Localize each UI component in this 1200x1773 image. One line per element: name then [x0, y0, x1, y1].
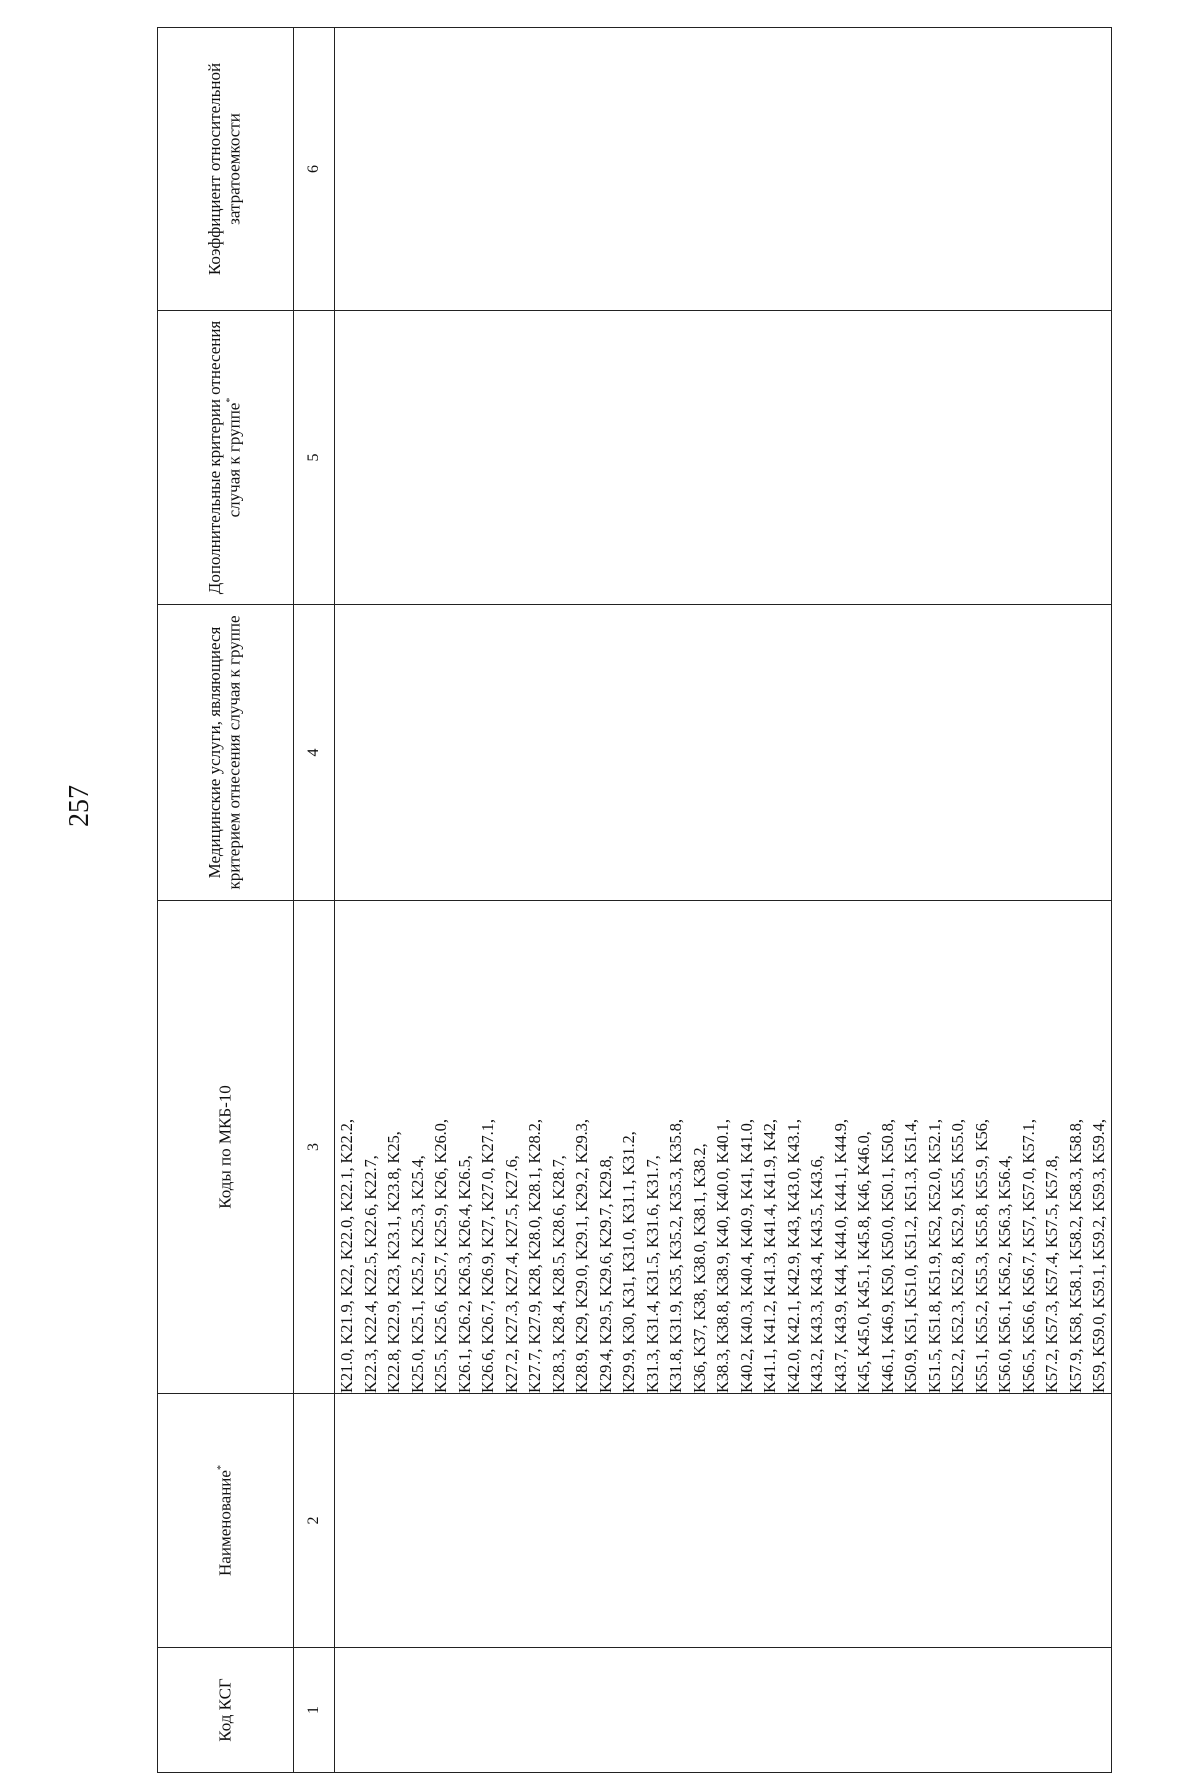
icd-code-line: K25.0, K25.1, K25.2, K25.3, K25.4,	[407, 1155, 427, 1393]
icd-code-line: K56.5, K56.6, K56.7, K57, K57.0, K57.1,	[1018, 1119, 1038, 1393]
icd-code-line: K29.9, K30, K31, K31.0, K31.1, K31.2,	[619, 1131, 638, 1393]
icd-code-line: K57.9, K58, K58.1, K58.2, K58.3, K58.8,	[1065, 1119, 1085, 1393]
icd-code-line: K46.1, K46.9, K50, K50.0, K50.1, K50.8,	[877, 1119, 897, 1393]
icd-code-line: K56.0, K56.1, K56.2, K56.3, K56.4,	[995, 1155, 1014, 1393]
icd-code-line: K21.0, K21.9, K22, K22.0, K22.1, K22.2,	[337, 1119, 356, 1393]
icd-code-line: K28.9, K29, K29.0, K29.1, K29.2, K29.3,	[572, 1119, 591, 1393]
icd-code-line: K55.1, K55.2, K55.3, K55.8, K55.9, K56,	[971, 1119, 991, 1393]
icd-code-line: K43.2, K43.3, K43.4, K43.5, K43.6,	[807, 1155, 826, 1393]
icd-code-line: K29.4, K29.5, K29.6, K29.7, K29.8,	[595, 1155, 615, 1393]
icd-code-line: K51.5, K51.8, K51.9, K52, K52.0, K52.1,	[924, 1119, 944, 1393]
table-header-row	[158, 28, 294, 1773]
header-name: Наименование*	[158, 1394, 294, 1648]
icd-code-line: K25.5, K25.6, K25.7, K25.9, K26, K26.0,	[431, 1119, 450, 1393]
services-cell	[335, 605, 1112, 901]
column-number: 1	[294, 1648, 335, 1773]
coefficient-cell	[335, 28, 1112, 311]
column-number: 6	[294, 28, 335, 311]
icd-code-line: K36, K37, K38, K38.0, K38.1, K38.2,	[689, 1143, 709, 1393]
header-ksg-code: Код КСГ	[158, 1648, 294, 1773]
icd-code-line: K31.3, K31.4, K31.5, K31.6, K31.7,	[642, 1155, 662, 1393]
icd-code-line: K43.7, K43.9, K44, K44.0, K44.1, K44.9,	[830, 1119, 850, 1393]
ksg-table	[157, 27, 1112, 1773]
icd-code-line: K38.3, K38.8, K38.9, K40, K40.0, K40.1,	[713, 1119, 732, 1393]
icd-code-line: K45, K45.0, K45.1, K45.8, K46, K46.0,	[854, 1131, 873, 1393]
icd-code-line: K31.8, K31.9, K35, K35.2, K35.3, K35.8,	[666, 1119, 685, 1393]
rotated-table-wrapper	[157, 28, 1108, 1773]
column-number: 3	[294, 901, 335, 1394]
page-number: 257	[64, 785, 95, 827]
icd-code-line: K41.1, K41.2, K41.3, K41.4, K41.9, K42,	[760, 1119, 779, 1393]
header-services: Медицинские услуги, являющиеся критерием отнесения случая к группе	[158, 605, 294, 901]
name-cell	[335, 1394, 1112, 1648]
icd-code-line: K59, K59.0, K59.1, K59.2, K59.3, K59.4,	[1089, 1119, 1108, 1393]
header-extra-criteria: Дополнительные критерии отнесения случая к группе*	[158, 311, 294, 605]
icd-code-line: K26.6, K26.7, K26.9, K27, K27.0, K27.1,	[478, 1119, 497, 1393]
icd-code-line: K50.9, K51, K51.0, K51.2, K51.3, K51.4,	[901, 1119, 920, 1393]
icd-code-line: K52.2, K52.3, K52.8, K52.9, K55, K55.0,	[948, 1119, 967, 1393]
icd-code-line: K22.3, K22.4, K22.5, K22.6, K22.7,	[360, 1155, 380, 1393]
icd-code-line: K27.7, K27.9, K28, K28.0, K28.1, K28.2,	[525, 1119, 544, 1393]
icd-code-line: K27.2, K27.3, K27.4, K27.5, K27.6,	[501, 1155, 521, 1393]
icd-code-line: K57.2, K57.3, K57.4, K57.5, K57.8,	[1042, 1155, 1061, 1393]
ksg-code-cell	[335, 1648, 1112, 1773]
header-coefficient: Коэффициент относительной затратоемкости	[158, 28, 294, 311]
extra-criteria-cell	[335, 311, 1112, 605]
column-number: 4	[294, 605, 335, 901]
icd-code-line: K22.8, K22.9, K23, K23.1, K23.8, K25,	[384, 1131, 403, 1393]
column-number: 5	[294, 311, 335, 605]
icd-code-line: K26.1, K26.2, K26.3, K26.4, K26.5,	[454, 1155, 474, 1393]
table-row	[335, 28, 1112, 1773]
column-numbers-row	[294, 28, 335, 1773]
header-icd-codes: Коды по МКБ-10	[158, 901, 294, 1394]
icd-code-line: K40.2, K40.3, K40.4, K40.9, K41, K41.0,	[736, 1119, 756, 1393]
column-number: 2	[294, 1394, 335, 1648]
icd-codes-cell	[335, 901, 1112, 1394]
icd-code-line: K28.3, K28.4, K28.5, K28.6, K28.7,	[548, 1155, 568, 1393]
icd-code-line: K42.0, K42.1, K42.9, K43, K43.0, K43.1,	[783, 1119, 803, 1393]
